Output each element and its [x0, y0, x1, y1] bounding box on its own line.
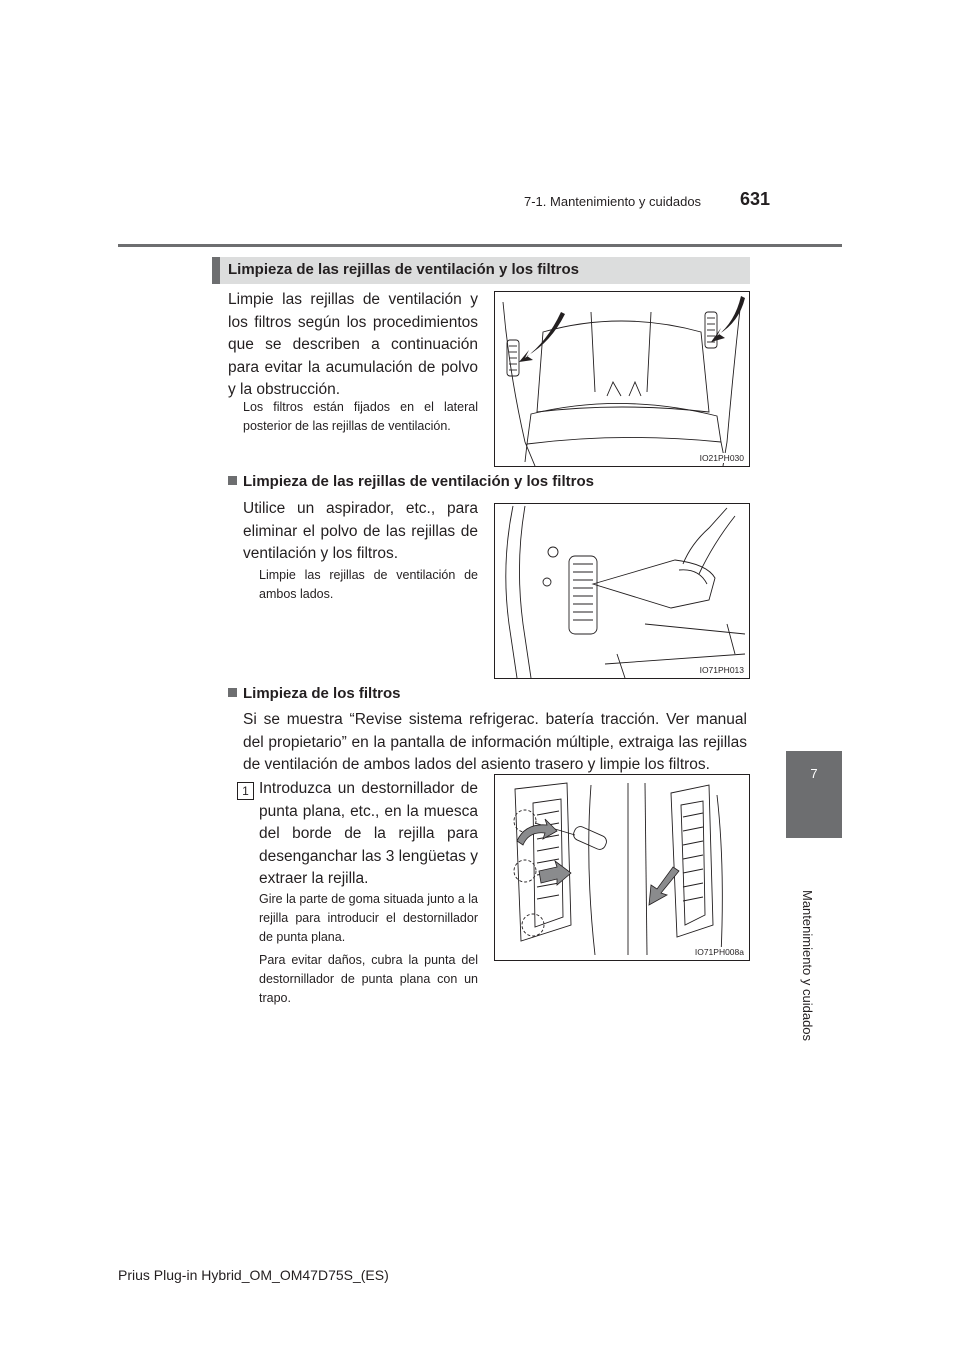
section-title-marker: [212, 257, 220, 284]
subsection1-heading: [228, 473, 594, 490]
subsection2-heading: [228, 685, 401, 702]
grille-removal-illustration: [495, 775, 749, 960]
figure-grille-removal: [494, 774, 750, 961]
chapter-number: 7: [810, 766, 818, 781]
bullet-square-icon: [228, 476, 237, 485]
footer-doc-id: Prius Plug-in Hybrid_OM_OM47D75S_(ES): [118, 1267, 389, 1283]
bullet-square-icon: [228, 688, 237, 697]
figure2-code: IO71PH013: [699, 665, 744, 675]
figure1-code: IO21PH030: [699, 453, 744, 463]
section-title: Limpieza de las rejillas de ventilación y los filtros: [228, 261, 579, 278]
step1-note1: Gire la parte de goma situada junto a la rejilla para introducir el destornillador de punta plana.: [259, 892, 478, 944]
section-header: 7-1. Mantenimiento y cuidados: [524, 194, 702, 209]
subsection1-note: Limpie las rejillas de ventilación de ambos lados.: [259, 568, 478, 601]
vacuum-illustration: [495, 504, 749, 678]
subsection2-heading-text: Limpieza de los filtros: [243, 685, 401, 702]
intro-note: Los filtros están fijados en el lateral posterior de las rejillas de ventilación.: [243, 400, 478, 433]
rear-seat-illustration: [495, 292, 749, 466]
figure-vacuum-cleaning: [494, 503, 750, 679]
step1-text: Introduzca un destornillador de punta plana, etc., en la muesca del borde de la rejilla para desenganchar las 3 lengüetas y extraer la rejilla.: [259, 780, 478, 887]
subsection2-text: Si se muestra “Revise sistema refrigerac. batería tracción. Ver manual del propietario” en la pantalla de información múltiple, extraiga las rejillas de ventilación de ambos lados del asiento trasero y limpie los filtros.: [243, 711, 747, 773]
step1-note2: Para evitar daños, cubra la punta del destornillador de punta plana con un trapo.: [259, 953, 478, 1005]
page-number: 631: [740, 189, 771, 209]
chapter-tab: [786, 751, 842, 838]
header-rule: [118, 244, 842, 247]
figure-rear-seat: [494, 291, 750, 467]
figure3-code: IO71PH008a: [694, 947, 744, 957]
subsection1-text: Utilice un aspirador, etc., para eliminar el polvo de las rejillas de ventilación y los filtros.: [243, 500, 478, 562]
chapter-label-wrap: [800, 890, 822, 1170]
step-number-box: 1: [237, 782, 254, 800]
chapter-label: Mantenimiento y cuidados: [800, 890, 815, 1042]
intro-text: Limpie las rejillas de ventilación y los filtros según los procedimientos que se describen a continuación para evitar la acumulación de polvo y la obstrucción.: [228, 291, 478, 398]
subsection1-heading-text: Limpieza de las rejillas de ventilación y los filtros: [243, 473, 594, 490]
